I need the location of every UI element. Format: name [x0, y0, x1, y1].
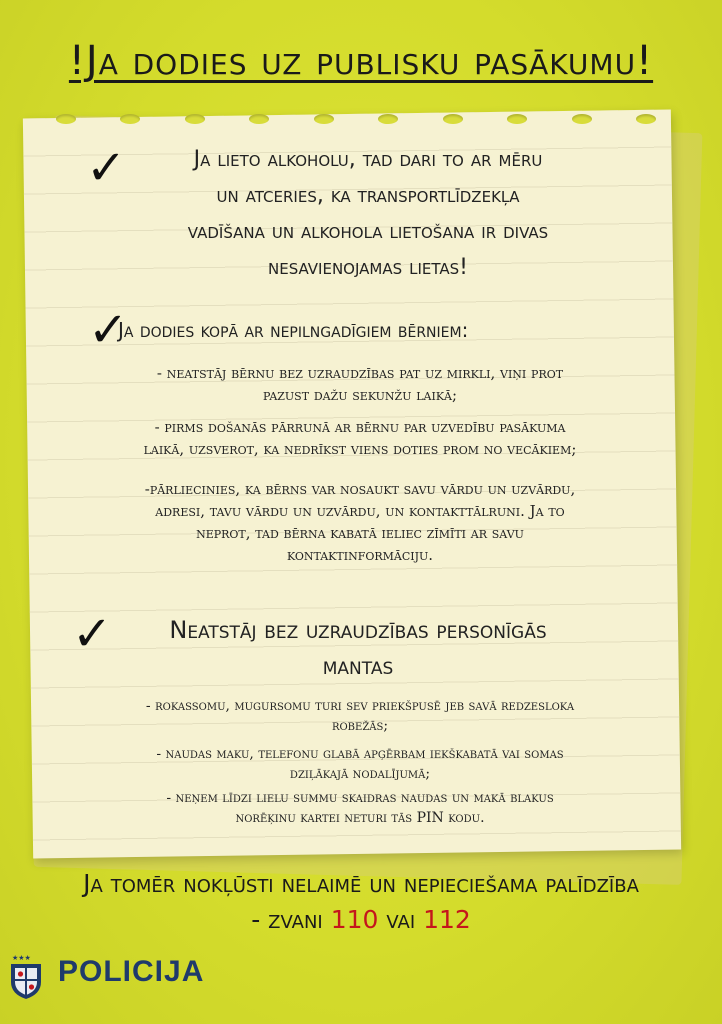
checkmark-icon: ✓ [72, 606, 113, 662]
hole [572, 114, 592, 124]
phone-line [0, 902, 722, 938]
bullet-line: robežās; [331, 718, 389, 734]
bullet-line: - neatstāj bērnu bez uzraudzības pat uz mirkli, viņi prot [156, 364, 564, 382]
bullet-line: laikā, uzsverot, ka nedrīkst viens doties prom no vecākiem; [143, 440, 577, 458]
bullet-line: - pirms došanās pārrunā ar bērnu par uzvedību pasākuma [154, 418, 566, 436]
children-heading: Ja dodies kopā ar nepilngadīgiem bērniem: [118, 318, 469, 342]
police-logo-text: POLICIJA [58, 955, 205, 988]
phone-prefix: - zvani [251, 905, 331, 934]
phone-number-112: 112 [423, 905, 471, 934]
help-message [0, 866, 722, 938]
alcohol-line: un atceries, ka transportlīdzekļa [216, 183, 520, 208]
bullet-item [100, 696, 620, 736]
heading-line: mantas [322, 652, 394, 680]
alcohol-line: Ja lieto alkoholu, tad dari to ar mēru [193, 147, 543, 172]
help-line: Ja tomēr nokļūsti nelaimē un nepieciešama palīdzība [83, 869, 639, 898]
checkmark-icon: ✓ [88, 302, 129, 358]
bullet-line: adresi, tavu vārdu un uzvārdu, un kontakttālruni. Ja to [155, 502, 565, 520]
bullet-line: pazust dažu sekunžu laikā; [262, 386, 458, 404]
checkmark-icon: ✓ [86, 140, 127, 196]
alcohol-line: nesavienojamas lietas! [268, 255, 468, 280]
children-bullets [100, 362, 620, 566]
bullet-line: - rokassomu, mugursomu turi sev priekšpusē jeb savā redzesloka [145, 698, 575, 714]
alcohol-line: vadīšana un alkohola lietošana ir divas [187, 219, 549, 244]
heading-line: Neatstāj bez uzraudzības personīgās [169, 616, 547, 644]
hole [56, 114, 76, 124]
hole [249, 114, 269, 124]
phone-connector: vai [378, 905, 424, 934]
belongings-heading [118, 612, 598, 684]
hole [378, 114, 398, 124]
bullet-line: - neņem līdzi lielu summu skaidras naudas un makā blakus [166, 790, 554, 806]
bullet-line: norēķinu kartei neturi tās PIN kodu. [235, 810, 485, 826]
bullet-item [100, 416, 620, 460]
note-holes [56, 114, 656, 130]
police-emblem-icon [8, 952, 44, 1000]
svg-text:★★★: ★★★ [12, 954, 31, 962]
hole [314, 114, 334, 124]
hole [636, 114, 656, 124]
bullet-line: -pārliecinies, ka bērns var nosaukt savu vārdu un uzvārdu, [144, 480, 576, 498]
bullet-item [100, 478, 620, 566]
hole [443, 114, 463, 124]
hole [507, 114, 527, 124]
alcohol-warning [118, 142, 618, 286]
phone-number-110: 110 [330, 905, 379, 934]
hole [185, 114, 205, 124]
bullet-line: - naudas maku, telefonu glabā apģērbam iekškabatā vai somas [156, 746, 564, 762]
page-title: !Ja dodies uz publisku pasākumu! [68, 38, 654, 84]
bullet-line: kontaktinformāciju. [286, 546, 434, 564]
bullet-item [100, 362, 620, 406]
bullet-line: dziļākajā nodalījumā; [289, 766, 431, 782]
belongings-bullets [100, 696, 620, 828]
bullet-item [100, 788, 620, 828]
bullet-line: neprot, tad bērna kabatā ieliec zīmīti ar savu [196, 524, 524, 542]
bullet-item [100, 744, 620, 784]
hole [120, 114, 140, 124]
